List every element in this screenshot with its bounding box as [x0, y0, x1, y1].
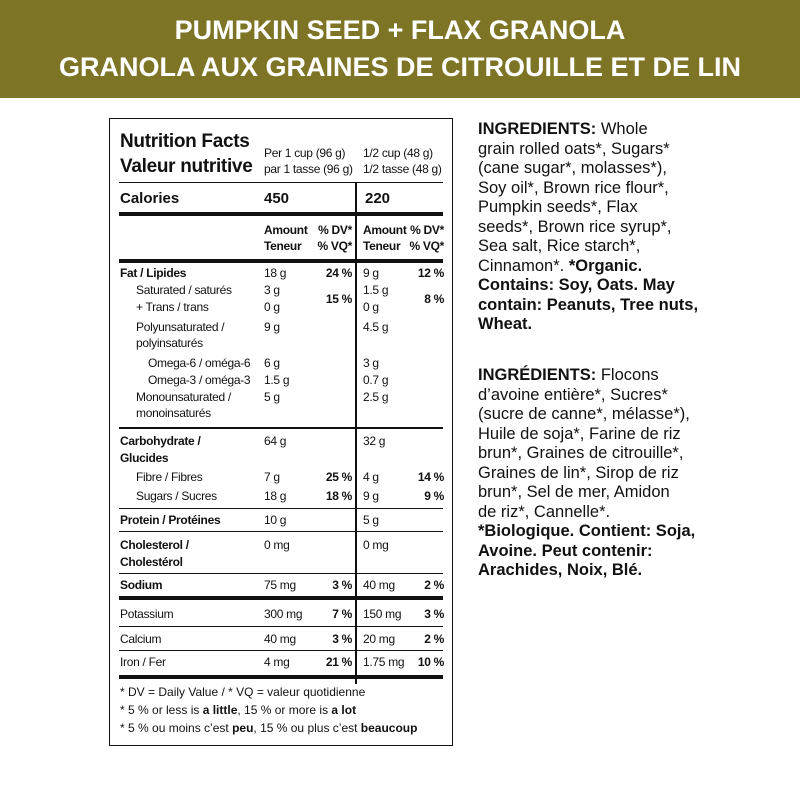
nutrient-label: Potassium — [120, 607, 174, 621]
divider — [119, 573, 443, 574]
amount-cell: 1.75 mg — [363, 655, 405, 669]
allergen-line: Avoine. Peut contenir: — [478, 541, 653, 560]
nutrient-label: Cholesterol / — [120, 538, 189, 552]
amount-cell: 300 mg — [264, 607, 303, 621]
footnote-english: * 5 % or less is a little, 15 % or more is a lot — [120, 703, 357, 717]
divider-thick — [119, 212, 443, 216]
amount-cell: 4 g — [363, 470, 379, 484]
dv-cell: 18 % — [325, 489, 352, 503]
amount-cell: 1.5 g — [363, 283, 389, 297]
divider — [119, 427, 443, 429]
calories-per-half-cup: 220 — [365, 190, 391, 207]
ingredients-line: de riz*, Cannelle*. — [478, 502, 611, 521]
ingredients-heading: INGREDIENTS: — [478, 120, 597, 138]
nutrient-label: polyinsaturés — [136, 336, 203, 350]
nutrient-label: Saturated / saturés — [136, 283, 232, 297]
nutrient-label: Fibre / Fibres — [136, 470, 203, 484]
amount-cell: 9 g — [363, 489, 379, 503]
ingredients-line: grain rolled oats*, Sugars* — [478, 139, 670, 158]
serving-size-1-en: Per 1 cup (96 g) — [264, 146, 346, 160]
allergen-line: Arachides, Noix, Blé. — [478, 561, 643, 579]
product-title-french: GRANOLA AUX GRAINES DE CITROUILLE ET DE LIN — [58, 52, 741, 82]
ingredients-line: seeds*, Brown rice syrup*, — [478, 217, 672, 236]
dv-cell: 10 % — [417, 655, 444, 669]
amount-cell: 64 g — [264, 434, 287, 448]
amount-cell: 6 g — [264, 356, 280, 370]
dv-cell: 24 % — [325, 266, 352, 280]
divider — [119, 626, 443, 627]
dv-cell: 2 % — [424, 578, 444, 592]
ingredients-heading: INGRÉDIENTS: — [478, 366, 597, 384]
dv-cell: 25 % — [325, 470, 352, 484]
amount-header-2: Amount — [363, 223, 407, 237]
amount-cell: 5 g — [264, 390, 280, 404]
calories-per-cup: 450 — [264, 190, 290, 207]
divider — [119, 508, 443, 509]
amount-cell: 10 g — [264, 513, 287, 527]
amount-cell: 40 mg — [264, 632, 296, 646]
dv-cell: 2 % — [424, 632, 444, 646]
nutrition-facts-panel — [109, 118, 453, 746]
ingredients-line: Soy oil*, Brown rice flour*, — [478, 178, 669, 197]
ingredients-english: INGREDIENTS: Whole grain rolled oats*, Sugars* (cane sugar*, molasses*), Soy oil*, Brown rice flour*, Pumpkin seeds*, Flax seeds*, Brown rice syrup*, Sea salt, Rice starch*, Cinnamon*. *Organic. Contains: Soy, Oats. May contain: Peanuts, Tree nuts, Wheat. — [478, 120, 778, 335]
amount-cell: 40 mg — [363, 578, 395, 592]
serving-size-1-fr: par 1 tasse (96 g) — [264, 162, 353, 176]
divider — [119, 531, 443, 532]
amount-cell: 9 g — [264, 320, 280, 334]
amount-cell: 150 mg — [363, 607, 402, 621]
nutrient-label: Omega-6 / oméga-6 — [148, 356, 251, 370]
organic-note: *Organic. — [568, 256, 643, 275]
ingredients-line: (sucre de canne*, mélasse*), — [478, 405, 690, 423]
dv-cell: 8 % — [424, 292, 444, 306]
ingredients-line: Sea salt, Rice starch*, — [478, 237, 641, 255]
amount-cell: 18 g — [264, 266, 287, 280]
amount-cell: 0 g — [264, 300, 280, 314]
nutrient-label: monoinsaturés — [136, 406, 211, 420]
dv-header-1: % DV* — [318, 223, 352, 237]
amount-cell: 9 g — [363, 266, 379, 280]
amount-cell: 7 g — [264, 470, 280, 484]
footnote-french: * 5 % ou moins c’est peu, 15 % ou plus c’est beaucoup — [120, 721, 418, 735]
nutrient-label: Fat / Lipides — [120, 266, 187, 280]
dv-cell: 12 % — [417, 266, 444, 280]
allergen-line: Wheat. — [478, 315, 533, 333]
ingredients-line: Graines de lin*, Sirop de riz — [478, 463, 679, 482]
product-title-banner — [0, 0, 800, 98]
amount-cell: 20 mg — [363, 632, 395, 646]
column-divider — [355, 182, 357, 684]
amount-cell: 3 g — [264, 283, 280, 297]
ingredients-line: d’avoine entière*, Sucres* — [478, 385, 668, 404]
serving-size-2-en: 1/2 cup (48 g) — [363, 146, 433, 160]
nutrition-title-english: Nutrition Facts — [120, 131, 250, 152]
nutrient-label: Iron / Fer — [120, 655, 166, 669]
divider — [119, 182, 443, 183]
dv-cell: 21 % — [325, 655, 352, 669]
dv-cell: 14 % — [417, 470, 444, 484]
nutrient-label: Carbohydrate / — [120, 434, 201, 448]
ingredients-line: Huile de soja*, Farine de riz — [478, 424, 681, 443]
teneur-header-2: Teneur — [363, 239, 401, 253]
amount-cell: 0.7 g — [363, 373, 389, 387]
nutrient-label: + Trans / trans — [136, 300, 209, 314]
serving-size-2-fr: 1/2 tasse (48 g) — [363, 162, 442, 176]
ingredients-french: INGRÉDIENTS: Flocons d’avoine entière*, Sucres* (sucre de canne*, mélasse*), Huile de soja*, Farine de riz brun*, Graines de citrouille*, Graines de lin*, Sirop de riz brun*, Sel de mer, Amidon de riz*, Cannelle*. *Biologique. Contient: Soja, Avoine. Peut contenir: Arachides, Noix, Blé. — [478, 366, 778, 581]
amount-cell: 18 g — [264, 489, 287, 503]
amount-cell: 1.5 g — [264, 373, 290, 387]
amount-header-1: Amount — [264, 223, 308, 237]
amount-cell: 2.5 g — [363, 390, 389, 404]
teneur-header-1: Teneur — [264, 239, 302, 253]
ingredients-line: Pumpkin seeds*, Flax — [478, 198, 638, 216]
allergen-line: contain: Peanuts, Tree nuts, — [478, 295, 699, 314]
divider-thick — [119, 596, 443, 600]
amount-cell: 32 g — [363, 434, 386, 448]
amount-cell: 3 g — [363, 356, 379, 370]
divider — [119, 650, 443, 651]
nutrient-label: Monounsaturated / — [136, 390, 231, 404]
dv-cell: 3 % — [424, 607, 444, 621]
nutrition-title-french: Valeur nutritive — [120, 156, 253, 177]
divider-thick — [119, 259, 443, 263]
amount-cell: 0 mg — [264, 538, 290, 552]
amount-cell: 4.5 g — [363, 320, 389, 334]
amount-cell: 5 g — [363, 513, 379, 527]
ingredients-line: brun*, Graines de citrouille*, — [478, 444, 684, 462]
divider-thick — [119, 675, 443, 679]
amount-cell: 0 g — [363, 300, 379, 314]
nutrient-label: Polyunsaturated / — [136, 320, 225, 334]
dv-cell: 3 % — [332, 578, 352, 592]
nutrient-label: Protein / Protéines — [120, 513, 221, 527]
amount-cell: 0 mg — [363, 538, 389, 552]
dv-cell: 15 % — [325, 292, 352, 306]
dv-cell: 7 % — [332, 607, 352, 621]
product-title-english: PUMPKIN SEED + FLAX GRANOLA — [174, 15, 626, 45]
nutrient-label: Sodium — [120, 578, 163, 592]
nutrient-label: Calcium — [120, 632, 162, 646]
amount-cell: 75 mg — [264, 578, 296, 592]
vq-header-2: % VQ* — [409, 239, 444, 253]
nutrient-label: Omega-3 / oméga-3 — [148, 373, 251, 387]
nutrient-label: Cholestérol — [120, 555, 183, 569]
dv-header-2: % DV* — [410, 223, 444, 237]
dv-cell: 3 % — [332, 632, 352, 646]
nutrient-label: Glucides — [120, 451, 169, 465]
amount-cell: 4 mg — [264, 655, 290, 669]
allergen-line: *Biologique. Contient: Soja, — [478, 522, 696, 540]
ingredients-line: brun*, Sel de mer, Amidon — [478, 483, 670, 501]
footnote-dv: * DV = Daily Value / * VQ = valeur quotidienne — [120, 685, 366, 699]
ingredients-line: (cane sugar*, molasses*), — [478, 159, 667, 177]
dv-cell: 9 % — [424, 489, 444, 503]
vq-header-1: % VQ* — [317, 239, 352, 253]
calories-label: Calories — [120, 190, 180, 207]
nutrient-label: Sugars / Sucres — [136, 489, 217, 503]
allergen-line: Contains: Soy, Oats. May — [478, 276, 675, 294]
